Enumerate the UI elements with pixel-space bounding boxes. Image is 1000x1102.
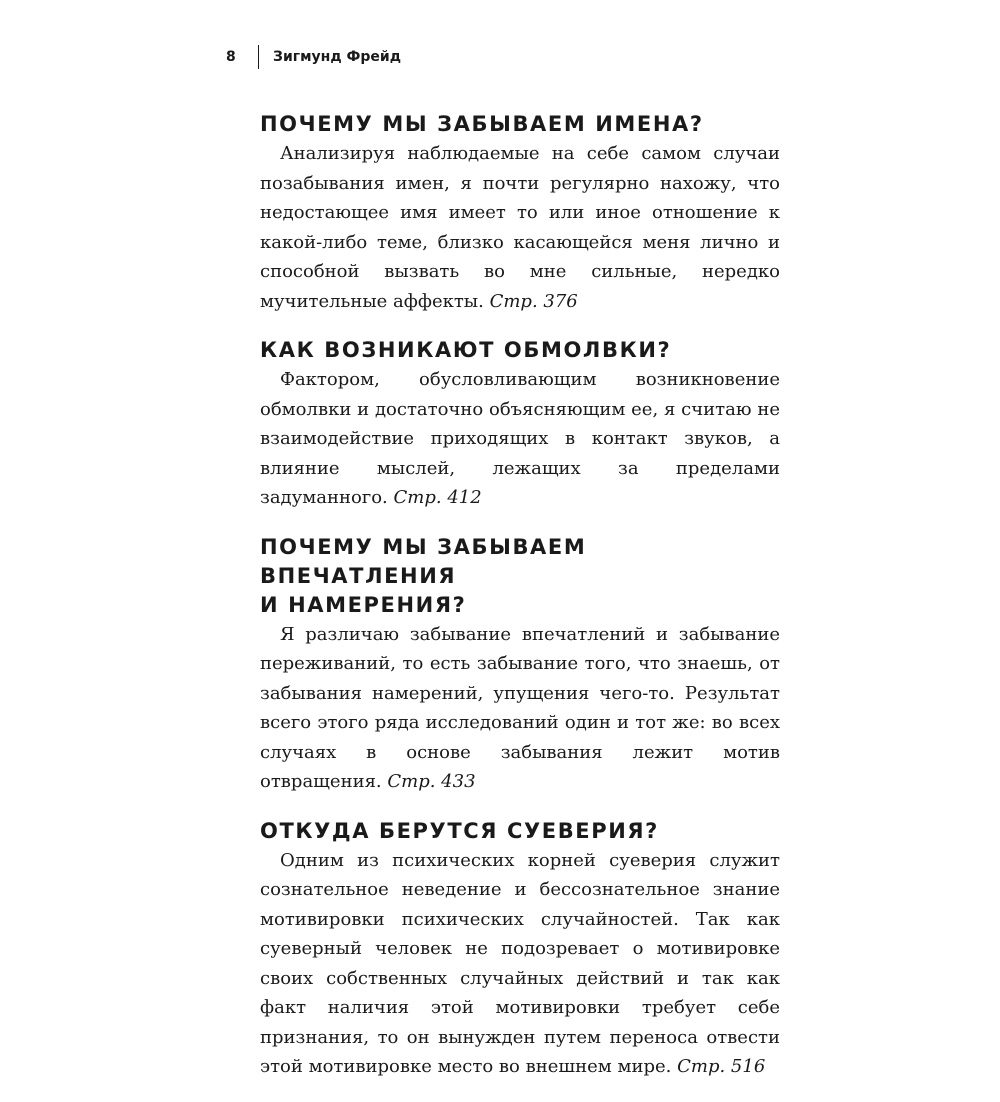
running-head (226, 44, 401, 70)
paragraph-text: Я различаю забывание впечатлений и забывание переживаний, то есть забывание того, что знаешь, от забывания намерений, упущения чего-то. Результат всего этого ряда исследований один и тот же: во всех случаях в основе забывания лежит мотив отвращения. (260, 623, 780, 792)
paragraph-text: Одним из психических корней суеверия служит сознательное неведение и бессознательное знание мотивировки психических случайностей. Так как суеверный человек не подозревает о мотивировке своих собственных случайных действий и так как факт наличия этой мотивировки требует себе признания, то он вынужден путем переноса отвести этой мотивировке место во внешнем мире. (260, 849, 780, 1077)
page-reference: Стр. 516 (677, 1056, 766, 1077)
section-paragraph (260, 139, 780, 316)
section-slips-of-tongue (260, 336, 780, 513)
section-superstitions (260, 817, 780, 1082)
paragraph-text: Фактором, обусловливающим возникновение обмолвки и достаточно объясняющим ее, я считаю не взаимодействие приходящих в контакт звуков, а влияние мыслей, лежащих за пределами задуманного. (260, 369, 780, 508)
section-paragraph (260, 620, 780, 797)
section-heading: ПОЧЕМУ МЫ ЗАБЫВАЕМ ИМЕНА? (260, 112, 704, 136)
running-head-author: Зигмунд Фрейд (273, 49, 402, 65)
page-reference: Стр. 376 (489, 290, 578, 312)
section-forgetting-impressions (260, 533, 780, 797)
page-reference: Стр. 412 (393, 487, 482, 508)
paragraph-text: Анализируя наблюдаемые на себе самом случаи позабывания имен, я почти регулярно нахожу, что недостающее имя имеет то или иное отношение к какой-либо теме, близко касающейся меня лично и способной вызвать во мне сильные, нередко мучительные аффекты. (260, 143, 780, 312)
section-forgetting-names (260, 110, 780, 316)
page-reference: Стр. 433 (387, 771, 476, 792)
page-number: 8 (226, 49, 236, 65)
header-divider (258, 45, 259, 69)
section-paragraph (260, 846, 780, 1082)
section-paragraph (260, 365, 780, 513)
section-heading: ОТКУДА БЕРУТСЯ СУЕВЕРИЯ? (260, 818, 659, 843)
page-content (260, 110, 780, 1102)
section-heading: КАК ВОЗНИКАЮТ ОБМОЛВКИ? (260, 338, 672, 362)
section-heading: ПОЧЕМУ МЫ ЗАБЫВАЕМ ВПЕЧАТЛЕНИЯ И НАМЕРЕНИЯ? (260, 534, 587, 617)
